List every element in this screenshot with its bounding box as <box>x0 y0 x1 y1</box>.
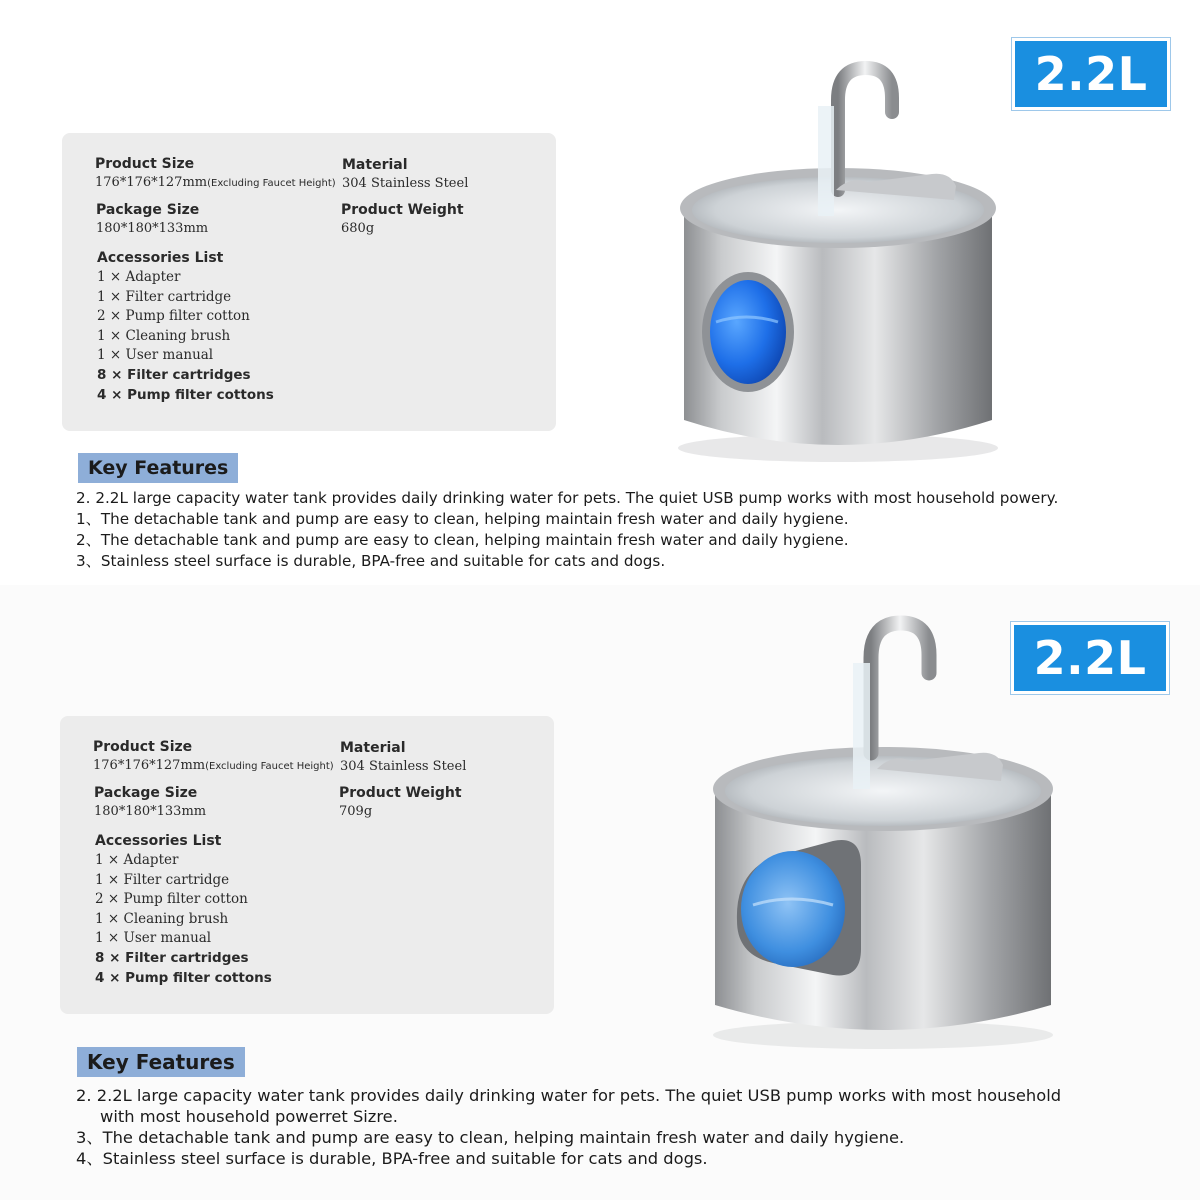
spec-value: 180*180*133mm <box>96 221 209 236</box>
spec-note: (Excluding Faucet Height) <box>207 178 336 189</box>
feature-item: 3、The detachable tank and pump are easy to clean, helping maintain fresh water and daily hygiene. <box>76 1128 905 1147</box>
accessories-spec <box>97 249 274 405</box>
accessory-item: 1 × Cleaning brush <box>97 327 231 344</box>
spec-label: Product Size <box>93 739 193 755</box>
spec-value: 176*176*127mm(Excluding Faucet Height) <box>95 175 336 190</box>
feature-item: with most household powerret Sizre. <box>100 1107 398 1126</box>
weight-spec <box>341 201 464 239</box>
accessory-item: 1 × User manual <box>95 930 212 947</box>
product-section-2 <box>0 585 1200 1200</box>
product-size-spec <box>93 738 334 777</box>
spec-label: Material <box>340 740 406 756</box>
accessories-list <box>97 268 274 405</box>
accessory-item: 4 × Pump filter cottons <box>95 969 272 986</box>
accessory-item: 1 × Filter cartridge <box>97 288 232 305</box>
feature-item: 2. 2.2L large capacity water tank provides daily drinking water for pets. The quiet USB pump works with most household powery. <box>76 489 1059 507</box>
spec-label: Package Size <box>96 202 200 218</box>
spec-label: Accessories List <box>95 833 222 849</box>
accessory-item: 2 × Pump filter cotton <box>97 308 250 325</box>
accessory-item: 1 × Adapter <box>97 269 181 285</box>
accessory-item: 1 × Filter cartridge <box>95 871 230 888</box>
capacity-badge: 2.2L <box>1011 622 1169 694</box>
fountain-image <box>665 603 1085 1063</box>
feature-item: 2. 2.2L large capacity water tank provides daily drinking water for pets. The quiet USB pump works with most household <box>76 1086 1062 1105</box>
spec-value: 680g <box>341 221 375 236</box>
spec-label: Product Weight <box>339 785 462 801</box>
product-section-1 <box>0 0 1200 585</box>
key-features-title: Key Features <box>77 1047 245 1077</box>
accessory-item: 8 × Filter cartridges <box>97 366 251 383</box>
accessory-item: 8 × Filter cartridges <box>95 949 249 966</box>
accessory-item: 4 × Pump filter cottons <box>97 386 274 403</box>
feature-item: 4、Stainless steel surface is durable, BPA-free and suitable for cats and dogs. <box>76 1149 708 1168</box>
key-features-list <box>76 1085 1061 1169</box>
spec-value: 709g <box>339 804 373 819</box>
key-features-title: Key Features <box>78 453 238 483</box>
product-size-spec <box>95 155 336 194</box>
accessory-item: 1 × Adapter <box>95 852 179 868</box>
feature-item: 3、Stainless steel surface is durable, BPA-free and suitable for cats and dogs. <box>76 552 666 570</box>
spec-value: 304 Stainless Steel <box>342 176 469 191</box>
spec-card <box>62 133 556 431</box>
fountain-image <box>640 40 1020 470</box>
spec-value: 180*180*133mm <box>94 804 207 819</box>
accessory-item: 1 × User manual <box>97 347 214 364</box>
spec-label: Package Size <box>94 785 198 801</box>
weight-spec <box>339 784 462 822</box>
accessories-list <box>95 851 272 988</box>
package-size-spec <box>94 784 206 822</box>
spec-label: Accessories List <box>97 250 224 266</box>
spec-value: 304 Stainless Steel <box>340 759 467 774</box>
accessories-spec <box>95 832 272 988</box>
key-features-list <box>76 488 1058 572</box>
capacity-badge: 2.2L <box>1012 38 1170 110</box>
package-size-spec <box>96 201 208 239</box>
spec-label: Material <box>342 157 408 173</box>
spec-value: 176*176*127mm(Excluding Faucet Height) <box>93 758 334 773</box>
material-spec <box>340 739 466 777</box>
spec-note: (Excluding Faucet Height) <box>205 761 334 772</box>
feature-item: 2、The detachable tank and pump are easy to clean, helping maintain fresh water and daily hygiene. <box>76 531 849 549</box>
accessory-item: 2 × Pump filter cotton <box>95 891 248 908</box>
material-spec <box>342 156 468 194</box>
spec-label: Product Size <box>95 156 195 172</box>
spec-card <box>60 716 554 1014</box>
accessory-item: 1 × Cleaning brush <box>95 910 229 927</box>
feature-item: 1、The detachable tank and pump are easy to clean, helping maintain fresh water and daily hygiene. <box>76 510 849 528</box>
spec-label: Product Weight <box>341 202 464 218</box>
